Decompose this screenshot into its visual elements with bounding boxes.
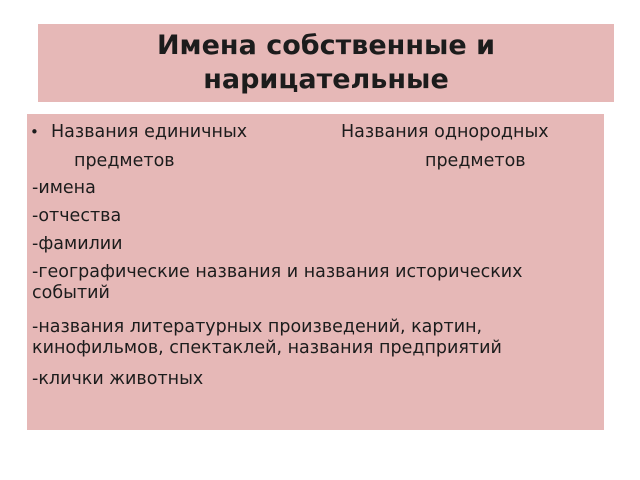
list-item-patronymics: -отчества [32, 206, 122, 226]
list-item-names: -имена [32, 178, 96, 198]
content-box [27, 114, 604, 430]
list-item-animal-names: -клички животных [32, 369, 204, 389]
col-right-heading-line2: предметов [425, 151, 526, 171]
list-item-surnames: -фамилии [32, 234, 123, 254]
title-box [38, 24, 614, 102]
col-left-heading-line2: предметов [74, 151, 175, 171]
slide-title: Имена собственные и нарицательные [156, 30, 496, 95]
col-left-heading-line1: Названия единичных [51, 122, 248, 142]
list-item-titles-of-works: -названия литературных произведений, картин, кинофильмов, спектаклей, названия предприятий [32, 317, 502, 358]
col-right-heading-line1: Названия однородных [341, 122, 549, 142]
list-item-geographic-names: -географические названия и названия исторических событий [32, 262, 523, 303]
bullet-marker: • [30, 123, 39, 141]
